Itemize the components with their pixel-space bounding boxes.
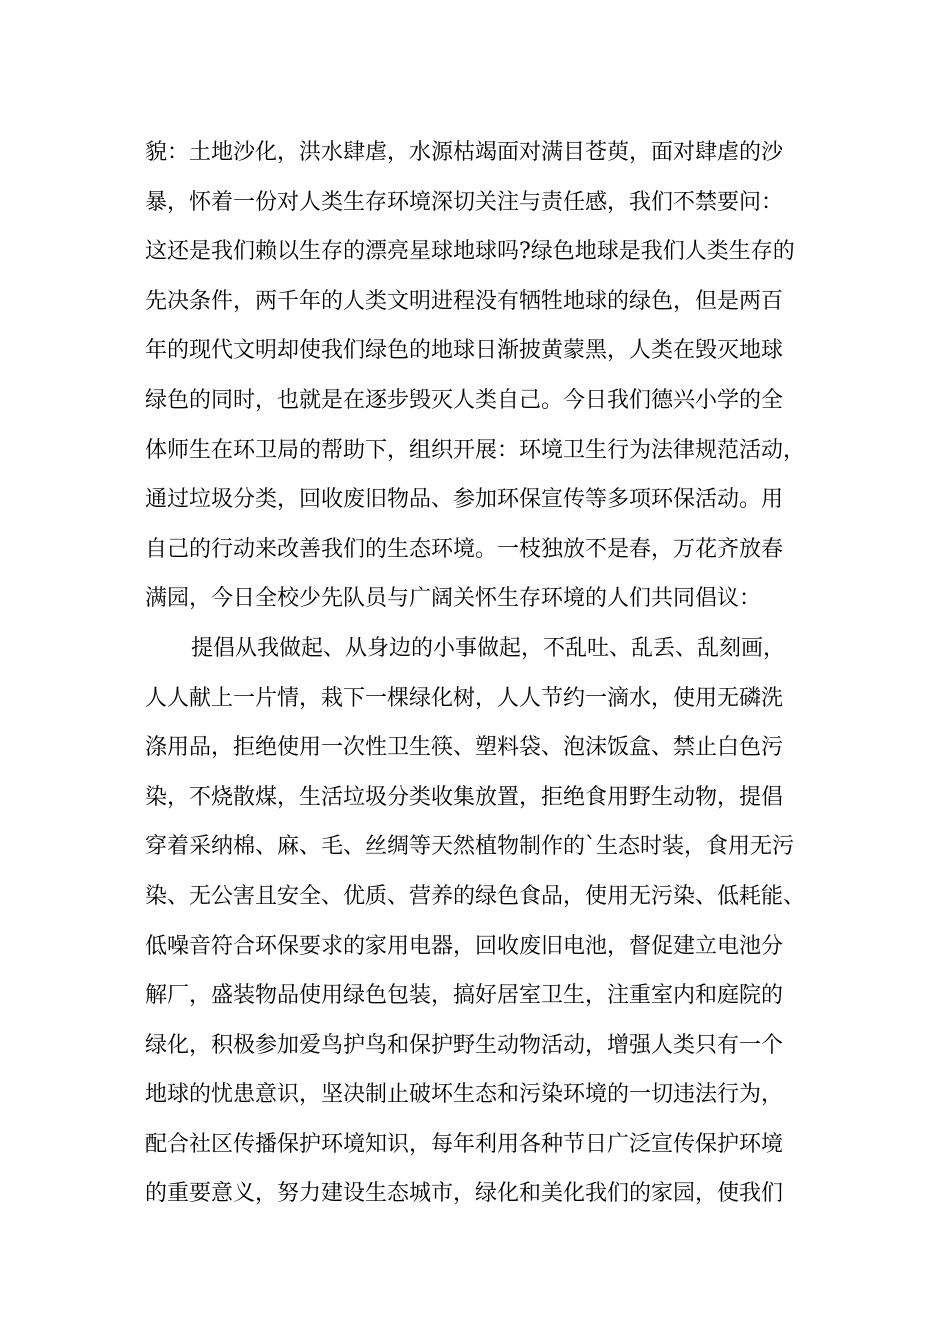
text-line: 穿着采纳棉、麻、毛、丝绸等天然植物制作的`生态时装，食用无污 bbox=[145, 834, 795, 860]
text-line: 先决条件，两千年的人类文明进程没有牺牲地球的绿色，但是两百 bbox=[145, 288, 784, 314]
text-line: 的重要意义，努力建设生态城市，绿化和美化我们的家园，使我们 bbox=[145, 1181, 784, 1207]
text-line: 年的现代文明却使我们绿色的地球日渐披黄蒙黑，人类在毁灭地球 bbox=[145, 338, 784, 364]
text-line: 貌：土地沙化，洪水肆虐，水源枯竭面对满目苍萸，面对肆虐的沙 bbox=[145, 140, 784, 165]
text-line: 通过垃圾分类，回收废旧物品、参加环保宣传等多项环保活动。用 bbox=[145, 487, 784, 513]
text-line: 低噪音符合环保要求的家用电器，回收废旧电池，督促建立电池分 bbox=[145, 933, 784, 959]
text-line: 体师生在环卫局的帮助下，组织开展：环境卫生行为法律规范活动， bbox=[145, 437, 806, 463]
text-line: 这还是我们赖以生存的漂亮星球地球吗?绿色地球是我们人类生存的 bbox=[145, 239, 795, 265]
text-line: 绿色的同时，也就是在逐步毁灭人类自己。今日我们德兴小学的全 bbox=[145, 387, 784, 413]
text-line: 解厂，盛装物品使用绿色包装，搞好居室卫生，注重室内和庭院的 bbox=[145, 983, 784, 1009]
text-line: 自己的行动来改善我们的生态环境。一枝独放不是春，万花齐放春 bbox=[145, 536, 784, 562]
text-line: 人人献上一片情，栽下一棵绿化树，人人节约一滴水，使用无磷洗 bbox=[145, 685, 784, 711]
text-line: 染，不烧散煤，生活垃圾分类收集放置，拒绝食用野生动物，提倡 bbox=[145, 784, 784, 810]
body-text bbox=[145, 128, 835, 1219]
text-line: 绿化，积极参加爱鸟护鸟和保护野生动物活动，增强人类只有一个 bbox=[145, 1032, 784, 1058]
text-line: 暴，怀着一份对人类生存环境深切关注与责任感，我们不禁要问： bbox=[145, 189, 784, 215]
text-line: 满园，今日全校少先队员与广阔关怀生存环境的人们共同倡议： bbox=[145, 586, 762, 612]
text-line: 染、无公害且安全、优质、营养的绿色食品，使用无污染、低耗能、 bbox=[145, 883, 806, 909]
text-line: 地球的忧患意识，坚决制止破坏生态和污染环境的一切违法行为， bbox=[145, 1082, 784, 1108]
text-line: 涤用品，拒绝使用一次性卫生筷、塑料袋、泡沫饭盒、禁止白色污 bbox=[145, 735, 784, 761]
paragraph-first-line: 提倡从我做起、从身边的小事做起，不乱吐、乱丢、乱刻画， bbox=[191, 635, 786, 661]
text-line: 配合社区传播保护环境知识，每年利用各种节日广泛宣传保护环境 bbox=[145, 1131, 784, 1157]
